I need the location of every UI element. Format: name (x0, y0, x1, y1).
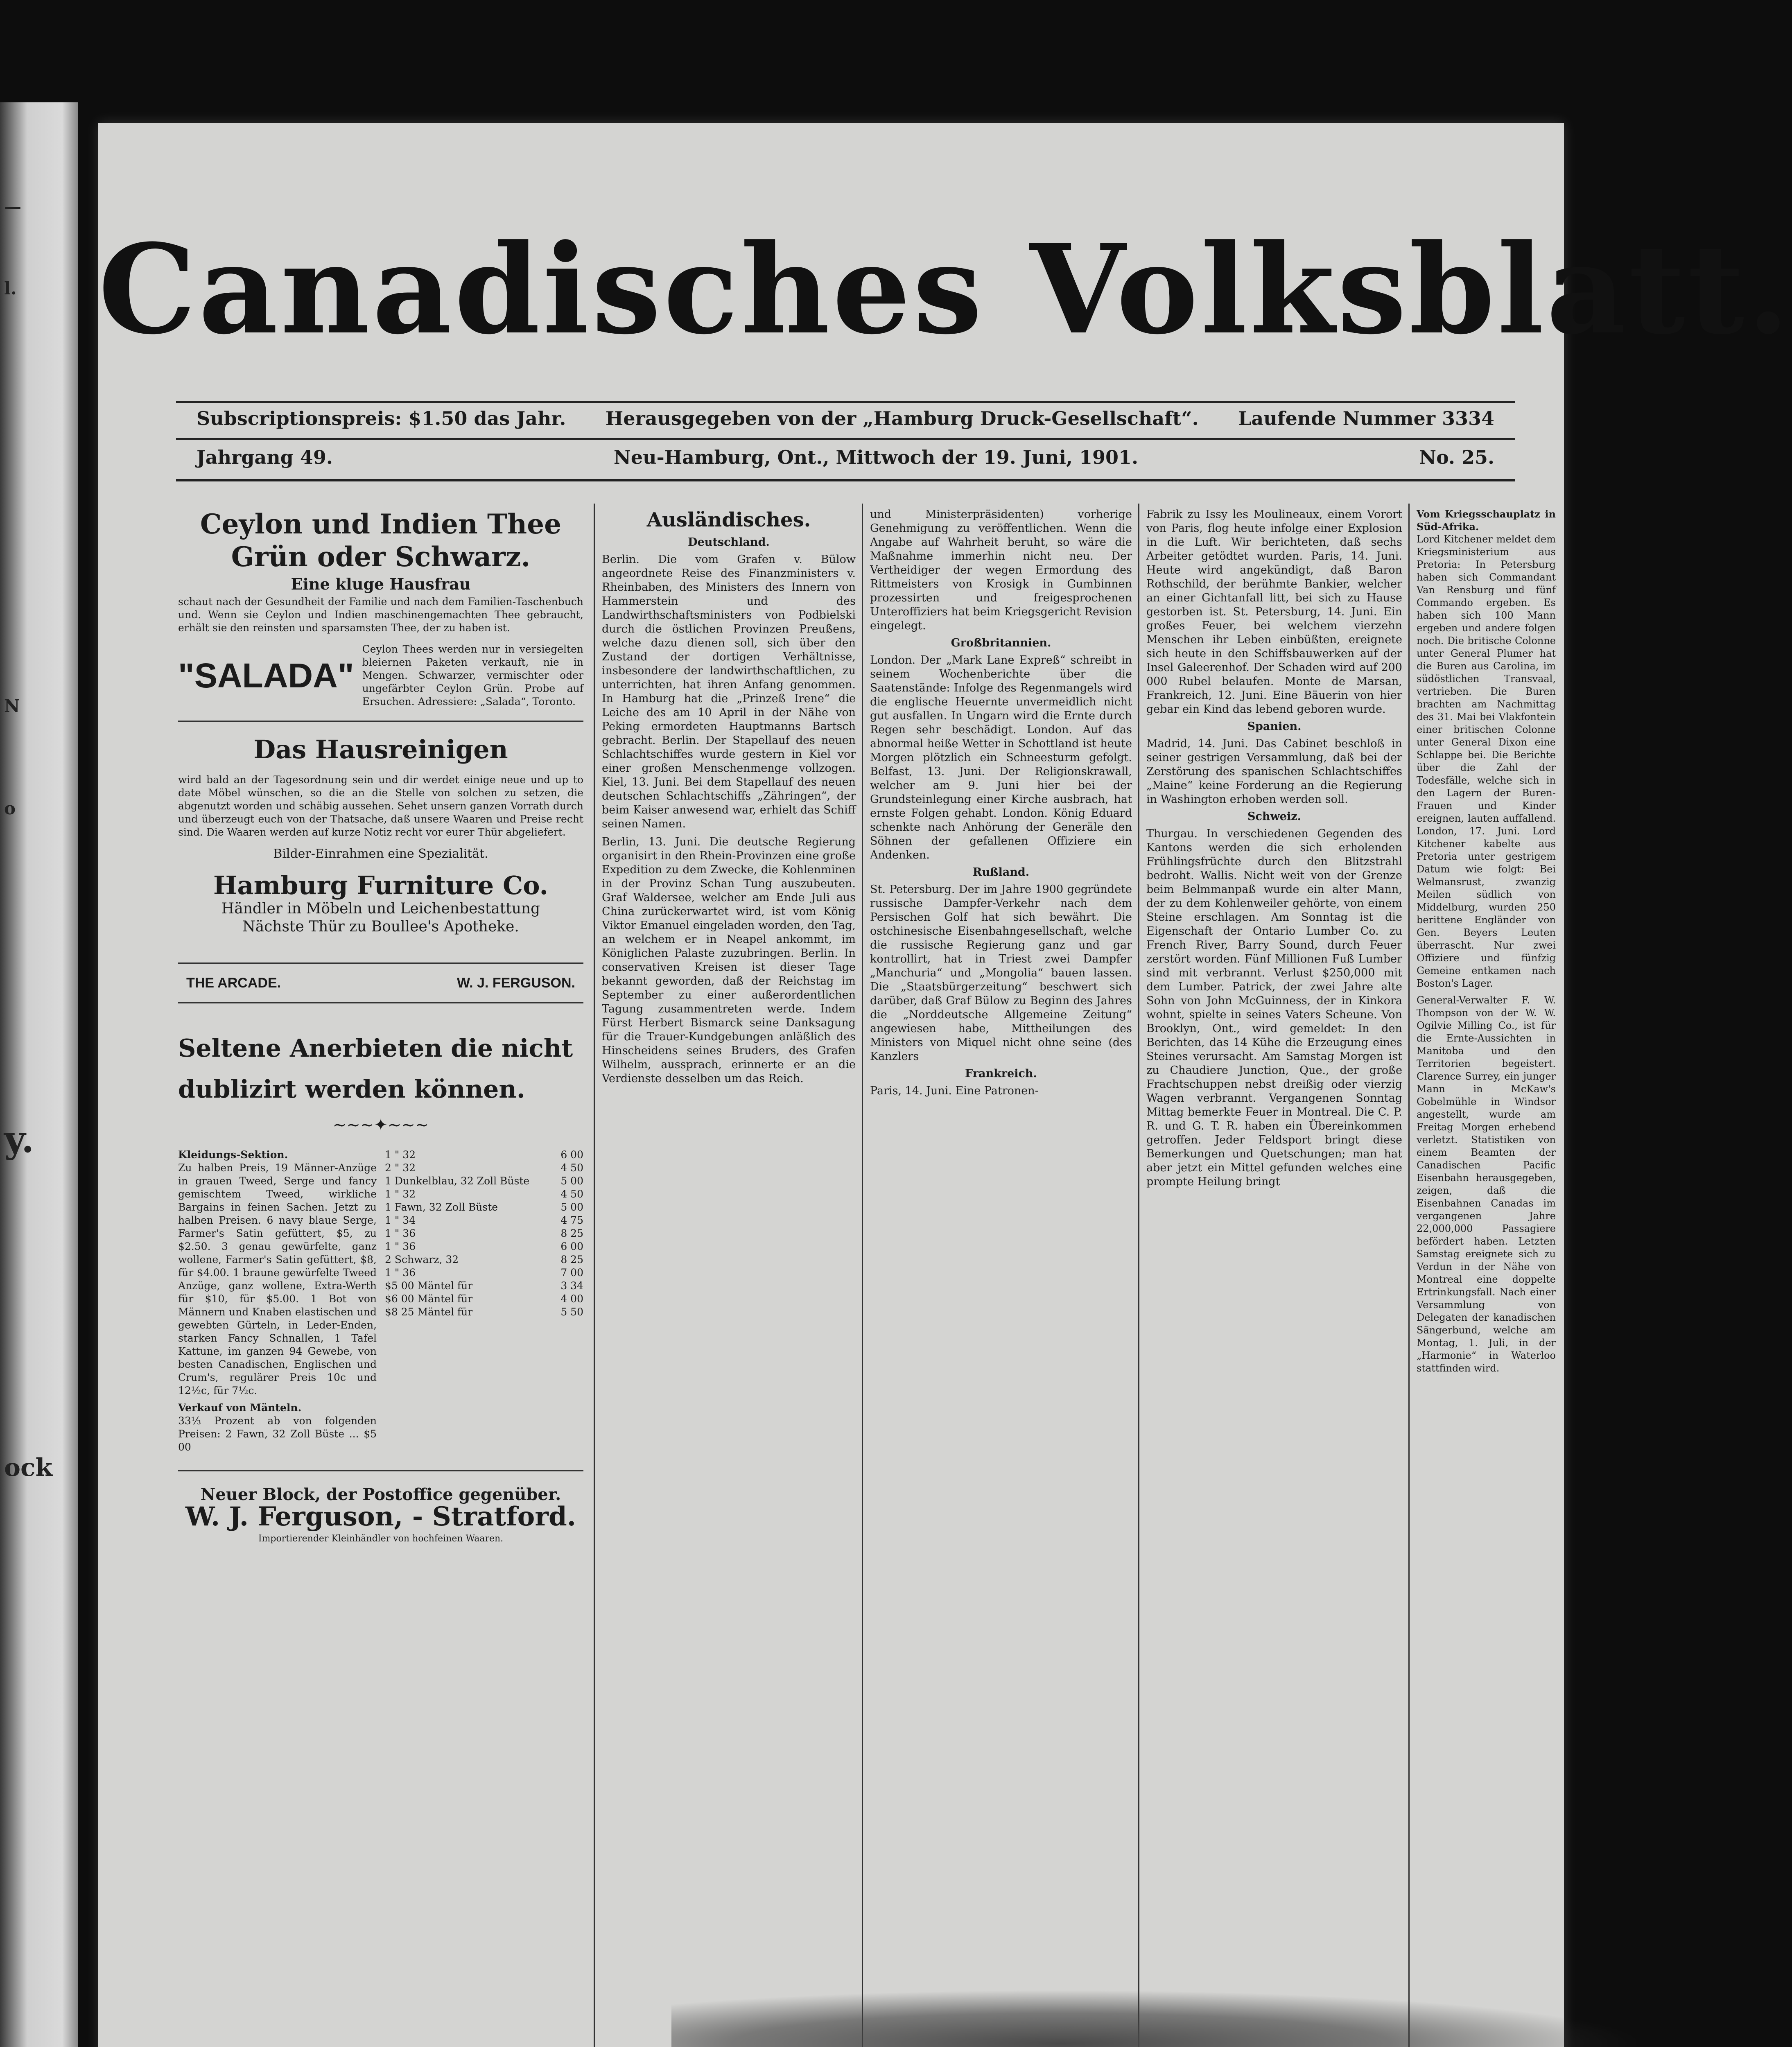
furniture-company: Hamburg Furniture Co. (213, 870, 549, 900)
switzerland-heading: Schweiz. (1247, 810, 1301, 823)
war-heading: Vom Kriegsschauplatz in Süd-Afrika. (1417, 508, 1556, 533)
coats-heading: Verkauf von Mänteln. (178, 1402, 302, 1414)
canada-news-text: General-Verwalter F. W. Thompson von der W. W. Ogilvie Milling Co., ist für die Ernte-Aussichten in Manitoba und den Territorien begeistert. Clarence Surrey, ein junger Mann in McKaw's Gobelmühle in Windsor angestellt, wurde am Freitag Morgen erhebend verletzt. Statistiken von einem Beamten der Canadischen Pacific Eisenbahn herausgegeben, zeigen, daß die Eisenbahnen Canadas im vergangenen Jahre 22,000,000 Passagiere befördert haben. Letzten Samstag ereignete sich zu Verdun in der Nähe von Montreal eine doppelte Ertrinkungsfall. Nach einer Versammlung von Delegaten der kanadischen Sängerbund, welche am Montag, 1. Juli, in der „Harmonie“ in Waterloo stattfinden wird. (1417, 994, 1556, 1374)
ornament: ~~~✦~~~ (332, 1116, 429, 1134)
switzerland-text: Thurgau. In verschiedenen Gegenden des Kantons werden die sich erholenden Frühlingsfrüchte durch den Blitzstrahl bedroht. Wallis. Nicht weit von der Grenze beim Belmmanpaß wurde ein alter Mann, der zu dem Kohlenweiler gehörte, von einem Steine erschlagen. Am Sonntag ist die Eigenschaft der Ontario Lumber Co. zu French River, Barry Sound, durch Feuer zerstört worden. Fünf Millionen Fuß Lumber sind mit verbrannt. Verlust $250,000 mit dem Lumber. Patrick, der zwei Jahre alte Sohn von John McGuinness, der in Kinkora wohnt, spielte in seines Vaters Scheune. Von Brooklyn, Ont., wird gemeldet: In den Berichten, das 14 Kühe die Erzeugung eines Steines verursacht. Am Samstag Morgen ist zu Chaudiere Junction, Que., der große Frachtschuppen nebst dreißig oder vierzig Wagen verbrannt. Vergangenen Sonntag Mittag bemerkte Feuer in Montreal. Die C. P. R. und G. T. R. haben ein Übereinkommen getroffen. Jeder Feldsport bringt diese Bemerkungen und Quetschungen; man hat aber jetzt ein Mittel gefunden welches eine prompte Heilung bringt (1146, 827, 1402, 1188)
subscription-bar (197, 407, 1494, 429)
dateline-bar (197, 446, 1494, 468)
cleaning-ad-text: wird bald an der Tagesordnung sein und dir werdet einige neue und up to date Möbel wünschen, so die an die Stelle von solchen zu setzen, die abgenutzt worden und schäbig aussehen. Sehet unsern ganzen Vorrath durch und überzeugt euch von der Thatsache, daß unsere Waaren und Preise recht sind. Die Waaren werden auf kurze Notiz recht vor eurer Thür abgeliefert. (178, 774, 583, 838)
price-item-label: 1 " 36 (385, 1227, 416, 1239)
column-rule (1408, 504, 1410, 2047)
price-item-label: $8 25 Mäntel für (385, 1306, 473, 1318)
divider (178, 1002, 583, 1003)
tea-ad-title: Ceylon und Indien Thee (200, 508, 562, 540)
price-item-value: 8 25 (560, 1254, 583, 1265)
news-column-4 (1146, 508, 1402, 2022)
col4-text-1: Fabrik zu Issy les Moulineaux, einem Vorort von Paris, flog heute infolge einer Explosion in die Luft. Wir berichteten, daß sechs Arbeiter getödtet wurden. Paris, 14. Juni. Heute wird angekündigt, daß Baron Rothschild, der berühmte Bankier, welcher an einer Gichtanfall litt, bei sich zu Hause gestorben ist. St. Petersburg, 14. Juni. Ein großes Feuer, bei welchem vierzehn Menschen ihr Leben einbüßten, ereignete sich heute in den Schiffsbauwerken auf der Insel Galeerenhof. Der Schaden wird auf 200 000 Rubel belaufen. Monte de Marsan, Frankreich, 12. Juni. Eine Bäuerin von hier gebar ein Kind das lebend geboren wurde. (1146, 508, 1402, 716)
info-rule-1 (176, 438, 1515, 440)
importer-line: Importierender Kleinhändler von hochfeinen Waaren. (258, 1534, 504, 1544)
publisher-line: Herausgegeben von der „Hamburg Druck-Gesellschaft“. (605, 407, 1199, 429)
germany-text-1: Berlin. Die vom Grafen v. Bülow angeordnete Reise des Finanzministers v. Rheinbaben, des Ministers des Innern von Hammerstein und des Landwirthschaftsministers von Podbielski durch die östlichen Provinzen Preußens, welche dazu dienen soll, sich über den Zustand der dortigen Verhältnisse, insbesondere der landwirthschaftlichen, zu unterrichten, hat ihren Anfang genommen. In Hamburg hat die „Prinzeß Irene“ die Leiche des am 10 April in der Nähe von Peking ermordeten Hauptmanns Bartsch gebracht. Berlin. Der Stapellauf des neuen Schlachtschiffes wurde gestern in Kiel vor einer großen Menschenmenge vollzogen. Kiel, 13. Juni. Bei dem Stapellauf des neuen deutschen Schlachtschiffs „Zähringen“, der beim Kaiser anwesend war, erhielt das Schiff seinen Namen. (602, 553, 856, 830)
cleaning-ad-title: Das Hausreinigen (253, 734, 508, 764)
masthead-title: Canadisches Volksblatt. (98, 217, 1792, 362)
clothing-text: Zu halben Preis, 19 Männer-Anzüge in grauen Tweed, Serge und fancy gemischtem Tweed, wirkliche Bargains in feinen Sachen. Jetzt zu halben Preisen. 6 navy blaue Serge, Farmer's Satin gefüttert, $5, zu $2.50. 3 genau gewürfelte, ganz wollene, Farmer's Satin gefüttert, $8, für $4.00. 1 braune gewürfelte Tweed Anzüge, ganz wollene, Extra-Werth für $10, für $5.00. 1 Bot von Männern und Knaben elastischen und gewebten Gürteln, in Leder-Enden, starken Fancy Schnallen, 1 Tafel Kattune, im ganzen 94 Gewebe, von besten Canadischen, Englischen und Crum's, regulärer Preis 10c und 12½c, für 7½c. (178, 1162, 377, 1396)
price-item-value: 4 50 (560, 1188, 583, 1200)
paper-damage (671, 1990, 1646, 2047)
price-item-value: 5 00 (560, 1175, 583, 1187)
germany-heading: Deutschland. (688, 536, 770, 549)
col3-text-1: und Ministerpräsidenten) vorherige Genehmigung zu veröffentlichen. Wenn die Angabe auf Wahrheit beruht, so wäre die Maßnahme immerhin nicht neu. Der Vertheidiger der wegen Ermordung des Rittmeisters von Krosigk in Gumbinnen prozessirten und freigesprochenen Unteroffiziers hat beim Kriegsgericht Revision eingelegt. (870, 508, 1132, 632)
price-item-label: $6 00 Mäntel für (385, 1293, 473, 1305)
france-text: Paris, 14. Juni. Eine Patronen- (870, 1085, 1039, 1097)
newspaper-page (98, 123, 1792, 2047)
info-rule-2 (176, 479, 1515, 481)
spain-text: Madrid, 14. Juni. Das Cabinet beschloß in seiner gestrigen Versammlung, daß bei der Zerstörung des spanischen Schlachtschiffes „Maine“ keine Forderung an die Regierung in Washington erhoben werden soll. (1146, 737, 1402, 806)
tea-ad-subtitle: Grün oder Schwarz. (231, 541, 531, 573)
foreign-news-heading: Ausländisches. (646, 508, 811, 531)
arcade-owner: W. J. FERGUSON. (456, 975, 575, 991)
russia-heading: Rußland. (972, 866, 1030, 879)
price-item-value: 3 34 (560, 1280, 583, 1292)
price-row (385, 1148, 583, 1161)
price-row (385, 1175, 583, 1188)
britain-text: London. Der „Mark Lane Expreß“ schreibt in seinem Wochenberichte über die Saatenstände: Infolge des Regenmangels wird die englische Heuernte unvermeidlich nicht gut ausfallen. In Ungarn wird die Ernte durch Regen sehr beschädigt. London. Auf das abnormal heiße Wetter in Schottland ist heute Morgen plötzlich ein Schneesturm gefolgt. Belfast, 13. Juni. Der Religionskrawall, welcher am 9. Juni hier bei der Grundsteinlegung einer Kirche ausbrach, hat ernste Folgen gehabt. London. König Eduard schenkte nach Anhörung der Generäle den Söhnen der gefallenen Offiziere ein Andenken. (870, 654, 1132, 861)
price-item-value: 5 00 (560, 1201, 583, 1213)
salada-text: Ceylon Thees werden nur in versiegelten bleiernen Paketen verkauft, nie in Mengen. Schwarzer, vermischter oder ungefärbter Ceylon Grün. Probe auf Ersuchen. Adressiere: „Salada“, Toronto. (362, 643, 583, 707)
price-item-value: 6 00 (560, 1149, 583, 1161)
news-column-3 (870, 508, 1132, 2022)
column-rule (862, 504, 863, 2047)
russia-text: St. Petersburg. Der im Jahre 1900 gegründete russische Dampfer-Verkehr nach dem Persischen Golf hat sich bewährt. Die ostchinesische Eisenbahngesellschaft, welche die russische Regierung ganz und gar kontrollirt, hat in Triest zwei Dampfer „Manchuria“ und „Mongolia“ bauen lassen. Die „Staatsbürgerzeitung“ beschwert sich darüber, daß Graf Bülow zu Beginn des Jahres die „Norddeutsche Allgemeine Zeitung“ angewiesen habe, Mittheilungen des Ministers von Miquel nicht ohne seine (des Kanzlers (870, 883, 1132, 1063)
price-item-label: 2 Schwarz, 32 (385, 1254, 459, 1265)
price-row (385, 1188, 583, 1201)
arcade-header (178, 976, 583, 990)
price-item-label: 1 Fawn, 32 Zoll Büste (385, 1201, 498, 1213)
salada-block (178, 643, 583, 708)
number-label: No. 25. (1419, 446, 1494, 468)
advertisement-column (178, 508, 583, 2047)
price-row (385, 1214, 583, 1227)
price-item-label: 1 " 36 (385, 1267, 416, 1279)
divider (178, 721, 583, 722)
subscription-price: Subscriptionspreis: $1.50 das Jahr. (197, 407, 566, 429)
price-item-value: 5 50 (560, 1306, 583, 1318)
price-item-label: 1 " 32 (385, 1188, 416, 1200)
furniture-dealer: Händler in Möbeln und Leichenbestattung (221, 900, 540, 917)
clothing-price-list (385, 1148, 583, 1454)
tea-ad-tagline: Eine kluge Hausfrau (291, 575, 471, 593)
price-item-label: 1 " 36 (385, 1240, 416, 1252)
price-item-label: 2 " 32 (385, 1162, 416, 1174)
arcade-name: THE ARCADE. (186, 975, 281, 991)
news-column-5 (1417, 508, 1556, 2022)
price-item-label: 1 " 32 (385, 1149, 416, 1161)
price-item-label: $5 00 Mäntel für (385, 1280, 473, 1292)
price-item-value: 6 00 (560, 1240, 583, 1252)
price-item-label: 1 " 34 (385, 1214, 416, 1226)
price-row (385, 1266, 583, 1279)
price-row (385, 1227, 583, 1240)
price-row (385, 1279, 583, 1292)
price-item-value: 4 50 (560, 1162, 583, 1174)
price-row (385, 1306, 583, 1319)
column-rule (594, 504, 595, 2047)
price-row (385, 1253, 583, 1266)
price-item-value: 8 25 (560, 1227, 583, 1239)
divider (178, 962, 583, 964)
column-rule (1138, 504, 1139, 2047)
tea-ad-text: schaut nach der Gesundheit der Familie und nach dem Familien-Taschenbuch und. Wenn sie Ceylon und Indien maschinengemachten Thee gebraucht, erhält sie den reinsten und sparsamsten Thee, der zu haben ist. (178, 596, 583, 634)
germany-text-2: Berlin, 13. Juni. Die deutsche Regierung organisirt in den Rhein-Provinzen eine große Expedition zu dem Zwecke, die Kohlenminen in der Provinz Schan Tung auszubeuten. Graf Waldersee, welcher am Ende Juli aus China zurückerwartet wird, ist vom König Viktor Emanuel eingeladen worden, den Tag, an welchem er in Neapel ankommt, im Königlichen Palaste zuzubringen. Berlin. In conservativen Kreisen ist dieser Tage bekannt geworden, daß der Reichstag im September zu einer außerordentlichen Tagung zusammentreten werde. Indem Fürst Herbert Bismarck seine Danksagung für die Trauer-Kundgebungen anläßlich des Hinscheidens seines Bruders, des Grafen Wilhelm, aussprach, erinnerte er an die Verdienste desselben um das Reich. (602, 836, 856, 1085)
clothing-section (178, 1148, 583, 1454)
masthead-rule (176, 401, 1515, 403)
framing-special: Bilder-Einrahmen eine Spezialität. (273, 847, 488, 861)
france-heading: Frankreich. (965, 1067, 1037, 1080)
newblock-line: Neuer Block, der Postoffice gegenüber. (200, 1485, 561, 1504)
price-row (385, 1161, 583, 1175)
coats-text: 33⅓ Prozent ab von folgenden Preisen: 2 Fawn, 32 Zoll Büste ... $5 00 (178, 1415, 377, 1453)
price-item-value: 7 00 (560, 1267, 583, 1279)
price-item-value: 4 75 (560, 1214, 583, 1226)
price-item-label: 1 Dunkelblau, 32 Zoll Büste (385, 1175, 530, 1187)
ferguson-signature: W. J. Ferguson, - Stratford. (185, 1501, 576, 1532)
dateline: Neu-Hamburg, Ont., Mittwoch der 19. Juni, 1901. (613, 446, 1139, 468)
salada-logo: "SALADA" (178, 656, 354, 695)
adjacent-page-edge: — l. N o y. ock (0, 102, 78, 2047)
news-column-2 (602, 508, 856, 2022)
price-row (385, 1201, 583, 1214)
price-row (385, 1292, 583, 1306)
issue-number: Laufende Nummer 3334 (1238, 407, 1494, 429)
clothing-heading: Kleidungs-Sektion. (178, 1149, 288, 1161)
divider (178, 1470, 583, 1471)
spain-heading: Spanien. (1247, 720, 1302, 733)
offer-headline-1: Seltene Anerbieten die nicht (178, 1034, 573, 1063)
price-item-value: 4 00 (560, 1293, 583, 1305)
war-text: Lord Kitchener meldet dem Kriegsministerium aus Pretoria: In Petersburg haben sich Commandant Van Rensburg und fünf Commando ergeben. Es haben sich 100 Mann ergeben und andere folgen noch. Die britische Colonne unter General Plumer hat die Buren aus Carolina, im südöstlichen Transvaal, vertrieben. Die Buren brachten am Nachmittag des 31. Mai bei Vlakfontein einer britischen Colonne unter General Dixon eine Schlappe bei. Die Berichte über die Zahl der Todesfälle, welche sich in den Lagern der Buren-Frauen und Kinder ereignen, lauten auffallend. London, 17. Juni. Lord Kitchener kabelte aus Pretoria unter gestrigem Datum wie folgt: Bei Welmansrust, zwanzig Meilen südlich von Middelburg, wurden 250 berittene Engländer von Gen. Beyers Leuten überrascht. Nur zwei Offiziere und fünfzig Gemeine entkamen nach Boston's Lager. (1417, 533, 1556, 989)
volume-label: Jahrgang 49. (197, 446, 333, 468)
britain-heading: Großbritannien. (951, 637, 1051, 649)
furniture-location: Nächste Thür zu Boullee's Apotheke. (242, 918, 519, 935)
offer-headline-2: dublizirt werden können. (178, 1075, 525, 1104)
price-row (385, 1240, 583, 1253)
